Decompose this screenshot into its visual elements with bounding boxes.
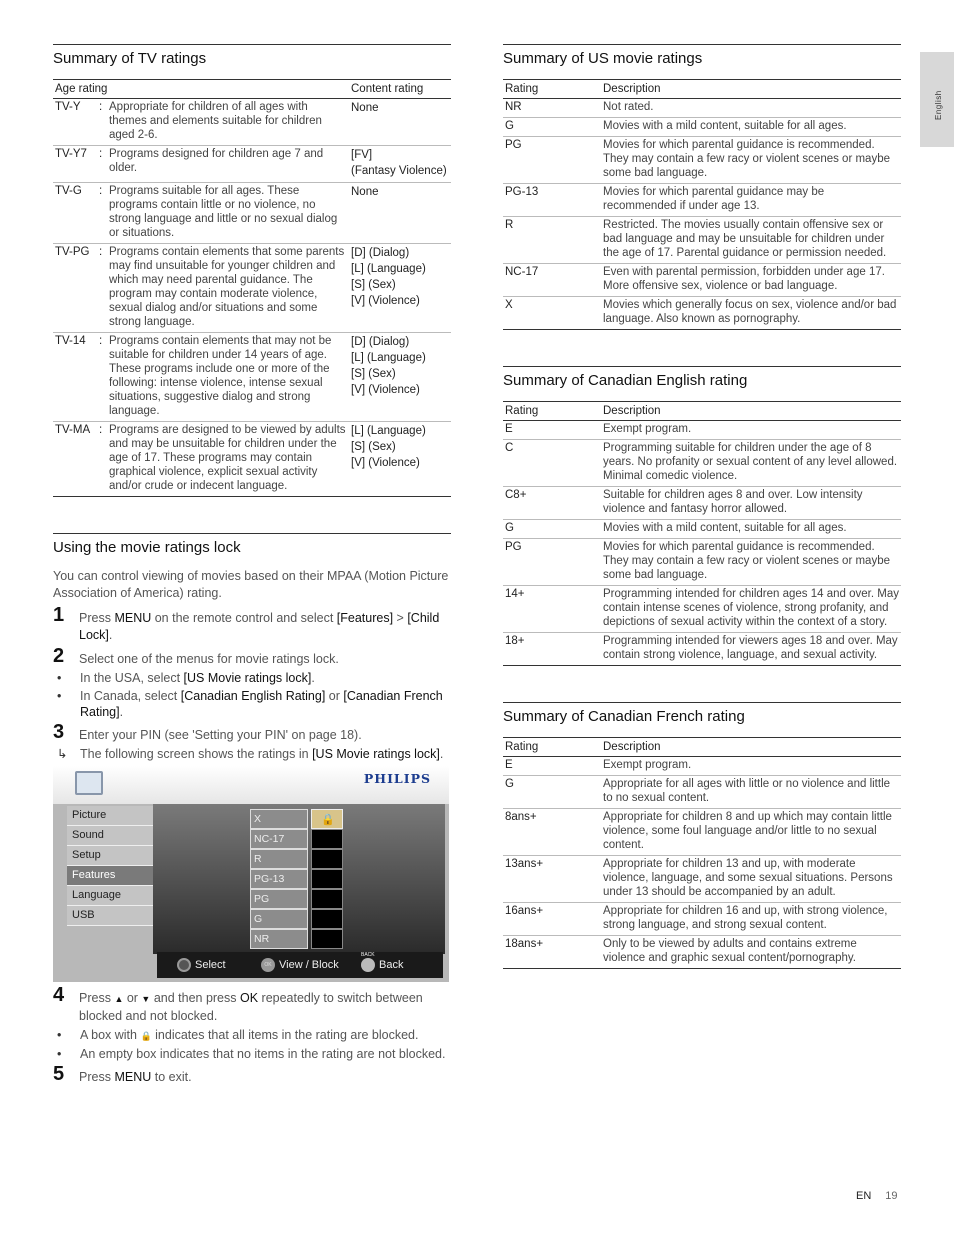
- language-side-tab: [920, 52, 954, 147]
- up-arrow-icon: ▲: [114, 994, 124, 1004]
- osd-block-boxes: [311, 809, 343, 949]
- content-rating: [349, 183, 451, 244]
- table-row: [503, 903, 901, 936]
- osd-rating-item[interactable]: PG-13: [250, 869, 308, 889]
- rating-code: R: [503, 217, 601, 264]
- rating-code: X: [503, 297, 601, 330]
- select-hint: [177, 958, 226, 972]
- step-text: Press: [79, 991, 115, 1005]
- step-2: [53, 645, 451, 668]
- table-row: [503, 757, 901, 776]
- osd-rating-item[interactable]: NR: [250, 929, 308, 949]
- nav-pad-icon: [177, 958, 191, 972]
- page-footer: [856, 1189, 898, 1203]
- osd-block-box[interactable]: [311, 909, 343, 929]
- colon: :: [99, 146, 107, 183]
- back-label: Back: [379, 959, 404, 971]
- tv-ratings-title: Summary of TV ratings: [53, 44, 451, 69]
- step-text: Press: [79, 1070, 115, 1084]
- osd-rating-item[interactable]: G: [250, 909, 308, 929]
- ce-rating-header: Rating: [503, 402, 601, 421]
- table-row: [53, 422, 451, 497]
- table-row: [503, 297, 901, 330]
- rating-code: TV-14: [53, 333, 99, 422]
- step-number: 2: [53, 645, 65, 667]
- bullet-canada: [53, 688, 451, 720]
- rating-code: 16ans+: [503, 903, 601, 936]
- rating-code: TV-Y7: [53, 146, 99, 183]
- rating-description: Appropriate for children 16 and up, with strong violence, strong language, and strong sexual content.: [601, 903, 901, 936]
- osd-menu-item[interactable]: Features: [67, 866, 153, 886]
- result-text: .: [439, 747, 444, 761]
- osd-rating-list: [250, 809, 308, 949]
- table-row: [53, 244, 451, 333]
- rating-description: Movies for which parental guidance is recommended. They may contain a few racy or violent scenes or maybe some bad language.: [601, 137, 901, 184]
- colon: :: [99, 244, 107, 333]
- rating-code: NR: [503, 99, 601, 118]
- osd-block-box[interactable]: [311, 869, 343, 889]
- rating-code: PG-13: [503, 184, 601, 217]
- content-item: [V] (Violence): [351, 457, 420, 469]
- step-number: 1: [53, 604, 65, 626]
- content-item: [FV]: [351, 149, 373, 161]
- step-3-result: [53, 746, 451, 762]
- rating-code: TV-PG: [53, 244, 99, 333]
- rating-code: TV-G: [53, 183, 99, 244]
- back-small-label: BACK: [361, 952, 375, 958]
- bullet-empty-box: [53, 1046, 451, 1062]
- osd-button-bar: [157, 952, 443, 978]
- footer-lang: EN: [856, 1190, 872, 1202]
- table-row: [503, 137, 901, 184]
- canadian-english-table: [503, 401, 901, 666]
- ce-desc-header: Description: [601, 402, 901, 421]
- bullet-dot: •: [57, 1047, 62, 1061]
- us-rating-header: Rating: [503, 80, 601, 99]
- features-option: [Features]: [336, 611, 394, 625]
- content-item: [S] (Sex): [351, 279, 396, 291]
- osd-rating-item[interactable]: PG: [250, 889, 308, 909]
- step-3: [53, 721, 451, 744]
- down-arrow-icon: ▼: [141, 994, 151, 1004]
- side-tab-label: English: [934, 90, 943, 120]
- rating-description: Programs are designed to be viewed by adults and may be unsuitable for children under the age of 17. These programs may contain graphical violence, explicit sexual activity and/or crude or indecent language.: [107, 422, 349, 497]
- us-movie-option: [US Movie ratings lock]: [183, 671, 312, 685]
- rating-description: Appropriate for children 13 and up, with moderate violence, language, and some sexual situations. Persons under 13 should be accompanied by an adult.: [601, 856, 901, 903]
- philips-logo: PHILIPS: [363, 771, 431, 786]
- bullet-text: An empty box indicates that no items in the rating are not blocked.: [80, 1047, 446, 1061]
- osd-block-box[interactable]: [311, 829, 343, 849]
- bullet-text: A box with: [80, 1028, 141, 1042]
- us-movie-title: Summary of US movie ratings: [503, 44, 901, 69]
- view-block-hint: [261, 958, 339, 972]
- canadian-french-option: [Canadian French Rating]: [80, 689, 443, 719]
- rating-code: G: [503, 118, 601, 137]
- content-item: [L] (Language): [351, 425, 426, 437]
- rating-description: Exempt program.: [601, 757, 901, 776]
- rating-code: E: [503, 757, 601, 776]
- step-5: [53, 1063, 451, 1086]
- step-number: 3: [53, 721, 65, 743]
- content-rating: [349, 333, 451, 422]
- table-row: [53, 146, 451, 183]
- osd-menu: [67, 806, 153, 926]
- step-number: 4: [53, 984, 65, 1006]
- table-row: [503, 264, 901, 297]
- step-text: and then press: [150, 991, 240, 1005]
- result-arrow-icon: ↳: [57, 747, 68, 761]
- table-row: [503, 633, 901, 666]
- rating-code: PG: [503, 137, 601, 184]
- table-row: [503, 936, 901, 969]
- rating-description: Programming suitable for children under the age of 8 years. No profanity or sexual content of any level allowed. Minimal comedic violence.: [601, 440, 901, 487]
- content-item: (Fantasy Violence): [351, 165, 447, 177]
- bullet-dot: •: [57, 1028, 62, 1042]
- ok-icon-label: OK: [264, 962, 272, 969]
- bullet-dot: •: [57, 689, 62, 703]
- tv-icon: [75, 771, 103, 795]
- osd-menu-item[interactable]: Setup: [67, 846, 153, 866]
- step-text: to exit.: [151, 1070, 192, 1084]
- movie-lock-intro: You can control viewing of movies based on their MPAA (Motion Picture Association of America) rating.: [53, 569, 449, 600]
- osd-menu-item[interactable]: Picture: [67, 806, 153, 826]
- colon: :: [99, 422, 107, 497]
- rating-description: Not rated.: [601, 99, 901, 118]
- step-4: [53, 984, 451, 1025]
- tv-ratings-table: [53, 79, 451, 497]
- child-lock-option: [Child Lock]: [79, 611, 440, 642]
- osd-rating-item[interactable]: X: [250, 809, 308, 829]
- rating-description: Exempt program.: [601, 421, 901, 440]
- rating-description: Programming intended for viewers ages 18 and over. May contain strong violence, language, and sexual activity.: [601, 633, 901, 666]
- step-number: 5: [53, 1063, 65, 1085]
- rating-code: 18+: [503, 633, 601, 666]
- canadian-french-title: Summary of Canadian French rating: [503, 702, 901, 727]
- content-item: [D] (Dialog): [351, 336, 410, 348]
- result-text: The following screen shows the ratings in: [80, 747, 313, 761]
- rating-code: 13ans+: [503, 856, 601, 903]
- lock-icon: 🔒: [140, 1031, 152, 1041]
- us-movie-table: [503, 79, 901, 330]
- step-text: repeatedly to switch between blocked and not blocked.: [79, 991, 423, 1023]
- table-row: [503, 99, 901, 118]
- rating-description: Movies with a mild content, suitable for all ages.: [601, 520, 901, 539]
- osd-menu-item[interactable]: USB: [67, 906, 153, 926]
- step-text: on the remote control and select: [151, 611, 337, 625]
- table-row: [503, 118, 901, 137]
- bullet-text: .: [119, 705, 124, 719]
- rating-code: G: [503, 776, 601, 809]
- rating-description: Programs contain elements that may not be suitable for children under 14 years of age. These programs include one or more of the following: intense violence, intense sexual situations, suggestive dialog and strong language.: [107, 333, 349, 422]
- table-row: [503, 776, 901, 809]
- content-item: [S] (Sex): [351, 368, 396, 380]
- bullet-text: indicates that all items in the rating are blocked.: [151, 1028, 419, 1042]
- table-row: [503, 487, 901, 520]
- rating-code: C: [503, 440, 601, 487]
- content-item: [V] (Violence): [351, 295, 420, 307]
- rating-code: E: [503, 421, 601, 440]
- table-row: [503, 586, 901, 633]
- osd-block-box[interactable]: [311, 809, 343, 829]
- rating-description: Movies which generally focus on sex, violence and/or bad language. Also known as pornography.: [601, 297, 901, 330]
- rating-description: Programming intended for children ages 14 and over. May contain intense scenes of violence, strong profanity, and depictions of sexual activity within the context of a story.: [601, 586, 901, 633]
- content-item: [L] (Language): [351, 352, 426, 364]
- step-text: Enter your PIN (see 'Setting your PIN' on page 18).: [79, 728, 362, 742]
- rating-code: NC-17: [503, 264, 601, 297]
- tv-content-header: Content rating: [349, 80, 451, 99]
- osd-block-box[interactable]: [311, 929, 343, 949]
- content-rating: [349, 99, 451, 146]
- rating-code: 8ans+: [503, 809, 601, 856]
- osd-screenshot: [53, 766, 449, 982]
- table-row: [53, 183, 451, 244]
- rating-code: C8+: [503, 487, 601, 520]
- osd-rating-item[interactable]: NC-17: [250, 829, 308, 849]
- rating-description: Appropriate for children of all ages with themes and elements suitable for children aged 2-6.: [107, 99, 349, 146]
- osd-menu-item[interactable]: Sound: [67, 826, 153, 846]
- canadian-english-option: [Canadian English Rating]: [180, 689, 326, 703]
- rating-code: TV-Y: [53, 99, 99, 146]
- content-item: None: [351, 186, 379, 198]
- table-row: [53, 99, 451, 146]
- bullet-usa: [53, 670, 451, 686]
- menu-key: MENU: [114, 611, 152, 625]
- table-row: [503, 856, 901, 903]
- cf-desc-header: Description: [601, 738, 901, 757]
- tv-age-header: Age rating: [53, 80, 349, 99]
- step-text: or: [123, 991, 142, 1005]
- canadian-french-table: [503, 737, 901, 969]
- us-movie-option: [US Movie ratings lock]: [312, 747, 440, 761]
- content-item: [S] (Sex): [351, 441, 396, 453]
- colon: :: [99, 333, 107, 422]
- select-label: Select: [195, 959, 226, 971]
- rating-description: Appropriate for children 8 and up which may contain little violence, some foul language and/or little to no sexual content.: [601, 809, 901, 856]
- rating-description: Programs contain elements that some parents may find unsuitable for younger children and which may need parental guidance. The program may contain moderate violence, sexual dialog and/or situations and some strong language.: [107, 244, 349, 333]
- colon: :: [99, 183, 107, 244]
- step-text: Press: [79, 611, 115, 625]
- bullet-text: .: [311, 671, 315, 685]
- content-item: [D] (Dialog): [351, 247, 410, 259]
- rating-description: Movies for which parental guidance may be recommended if under age 13.: [601, 184, 901, 217]
- osd-menu-item[interactable]: Language: [67, 886, 153, 906]
- rating-code: 18ans+: [503, 936, 601, 969]
- bullet-text: In Canada, select: [80, 689, 181, 703]
- rating-description: Suitable for children ages 8 and over. Low intensity violence and fantasy horror allowed.: [601, 487, 901, 520]
- table-row: [503, 520, 901, 539]
- bullet-text: or: [325, 689, 344, 703]
- content-item: None: [351, 102, 379, 114]
- page-number: 19: [885, 1190, 898, 1202]
- rating-description: Movies with a mild content, suitable for all ages.: [601, 118, 901, 137]
- rating-description: Programs designed for children age 7 and older.: [107, 146, 349, 183]
- table-row: [503, 440, 901, 487]
- rating-code: 14+: [503, 586, 601, 633]
- content-rating: [349, 244, 451, 333]
- bullet-lock-box: [53, 1027, 451, 1044]
- content-item: [L] (Language): [351, 263, 426, 275]
- rating-description: Restricted. The movies usually contain offensive sex or bad language and may be unsuitable for children under the age of 17. Parental guidance or permission needed.: [601, 217, 901, 264]
- step-1: [53, 604, 451, 644]
- rating-description: Programs suitable for all ages. These programs contain little or no violence, no strong language and little or no sexual dialog or situations.: [107, 183, 349, 244]
- table-row: [503, 809, 901, 856]
- bullet-dot: •: [57, 671, 62, 685]
- step-text: .: [108, 628, 113, 642]
- back-hint: [361, 958, 403, 972]
- content-rating: [349, 422, 451, 497]
- table-row: [503, 217, 901, 264]
- table-row: [503, 421, 901, 440]
- rating-description: Appropriate for all ages with little or no violence and little to no sexual content.: [601, 776, 901, 809]
- rating-code: G: [503, 520, 601, 539]
- bullet-text: In the USA, select: [80, 671, 184, 685]
- rating-code: PG: [503, 539, 601, 586]
- content-rating: [349, 146, 451, 183]
- osd-rating-item[interactable]: R: [250, 849, 308, 869]
- cf-rating-header: Rating: [503, 738, 601, 757]
- rating-description: Movies for which parental guidance is recommended. They may contain a few racy or violent scenes or maybe some bad language.: [601, 539, 901, 586]
- osd-block-box[interactable]: [311, 849, 343, 869]
- us-desc-header: Description: [601, 80, 901, 99]
- left-column: [53, 44, 451, 1093]
- step-text: Select one of the menus for movie ratings lock.: [79, 652, 339, 666]
- rating-description: Only to be viewed by adults and contains extreme violence and graphic sexual content/pornography.: [601, 936, 901, 969]
- osd-block-box[interactable]: [311, 889, 343, 909]
- menu-key: MENU: [114, 1070, 152, 1084]
- back-button-icon: [361, 958, 375, 972]
- osd-panel: [153, 804, 445, 954]
- movie-lock-title: Using the movie ratings lock: [53, 533, 451, 558]
- ok-button-icon: [261, 958, 275, 972]
- table-row: [503, 184, 901, 217]
- ok-key: OK: [240, 991, 259, 1005]
- colon: :: [99, 99, 107, 146]
- step-text: >: [393, 611, 408, 625]
- table-row: [503, 539, 901, 586]
- view-block-label: View / Block: [279, 959, 339, 971]
- table-row: [53, 333, 451, 422]
- right-column: [503, 44, 901, 969]
- lock-icon: 🔒: [321, 814, 335, 826]
- content-item: [V] (Violence): [351, 384, 420, 396]
- rating-description: Even with parental permission, forbidden under age 17. More offensive sex, violence or bad language.: [601, 264, 901, 297]
- canadian-english-title: Summary of Canadian English rating: [503, 366, 901, 391]
- rating-code: TV-MA: [53, 422, 99, 497]
